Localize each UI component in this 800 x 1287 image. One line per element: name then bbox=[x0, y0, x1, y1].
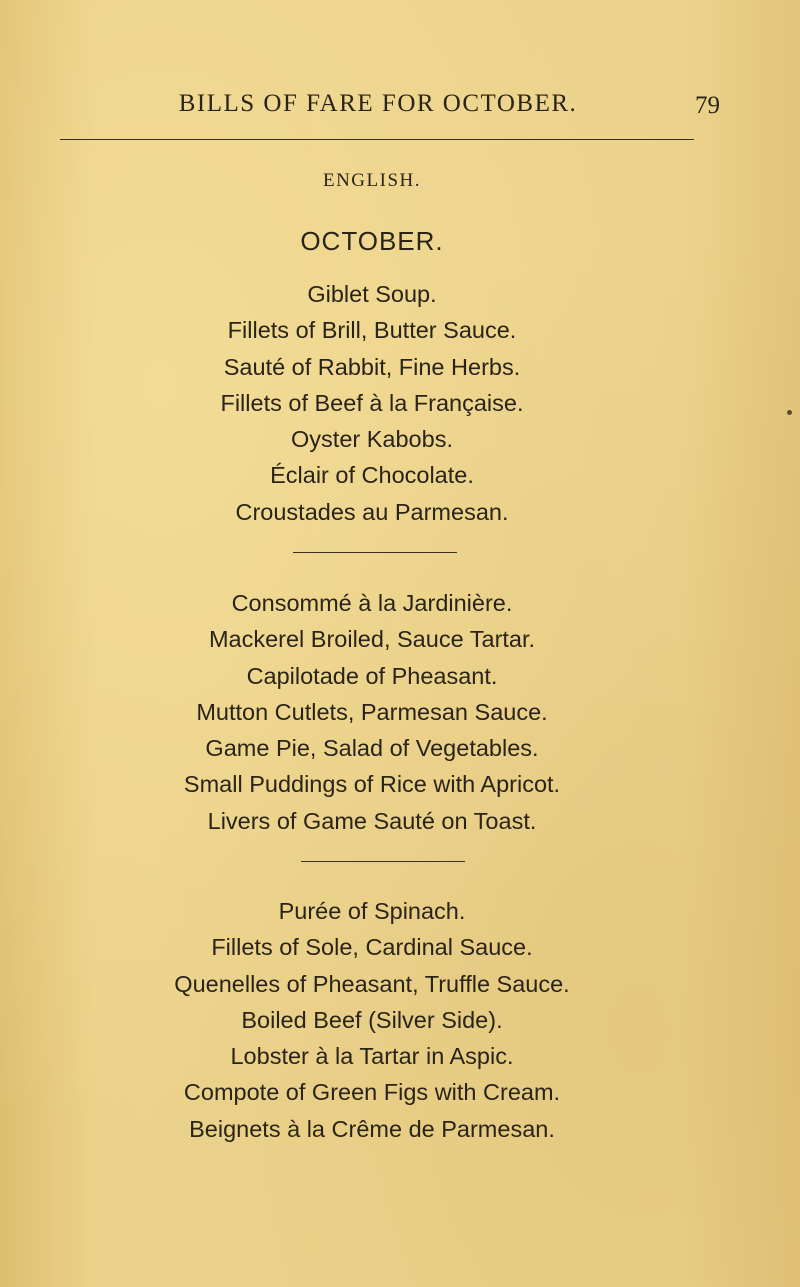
menu-item: Purée of Spinach. bbox=[278, 898, 466, 924]
menu-item: Oyster Kabobs. bbox=[291, 426, 453, 453]
menu-item: Éclair of Chocolate. bbox=[270, 462, 474, 489]
section-divider bbox=[293, 552, 457, 553]
menu-item: Croustades au Parmesan. bbox=[235, 498, 509, 525]
menu-item: Mackerel Broiled, Sauce Tartar. bbox=[208, 626, 536, 653]
menu-item: Fillets of Brill, Butter Sauce. bbox=[227, 317, 517, 344]
bill-of-fare-3 bbox=[0, 893, 744, 1147]
menu-item: Small Puddings of Rice with Apricot. bbox=[183, 771, 561, 798]
bill-of-fare-1 bbox=[0, 276, 744, 530]
menu-item: Boiled Beef (Silver Side). bbox=[241, 1006, 503, 1033]
header-rule bbox=[60, 139, 694, 140]
running-head bbox=[60, 88, 720, 128]
menu-item: Compote of Green Figs with Cream. bbox=[183, 1079, 561, 1106]
menu-item: Sauté of Rabbit, Fine Herbs. bbox=[223, 353, 521, 380]
menu-item: Mutton Cutlets, Parmesan Sauce. bbox=[196, 698, 548, 725]
running-title: BILLS OF FARE FOR OCTOBER. bbox=[178, 90, 578, 117]
month-title: OCTOBER. bbox=[300, 226, 444, 256]
menu-item: Lobster à la Tartar in Aspic. bbox=[230, 1043, 514, 1070]
menu-item: Beignets à la Crême de Parmesan. bbox=[189, 1115, 555, 1142]
menu-item: Fillets of Beef à la Française. bbox=[220, 389, 524, 416]
menu-item: Capilotade of Pheasant. bbox=[246, 662, 498, 689]
menu-item: Fillets of Sole, Cardinal Sauce. bbox=[211, 934, 533, 961]
bill-of-fare-2 bbox=[0, 585, 744, 839]
menu-item: Consommé à la Jardinière. bbox=[231, 590, 513, 616]
ink-spot bbox=[787, 410, 792, 415]
section-divider bbox=[301, 861, 465, 862]
menu-item: Giblet Soup. bbox=[307, 281, 437, 307]
menu-item: Game Pie, Salad of Vegetables. bbox=[205, 735, 539, 762]
page-number: 79 bbox=[695, 92, 720, 119]
menu-item: Livers of Game Sauté on Toast. bbox=[207, 807, 537, 834]
menu-item: Quenelles of Pheasant, Truffle Sauce. bbox=[174, 970, 570, 997]
section-label: ENGLISH. bbox=[322, 170, 422, 191]
